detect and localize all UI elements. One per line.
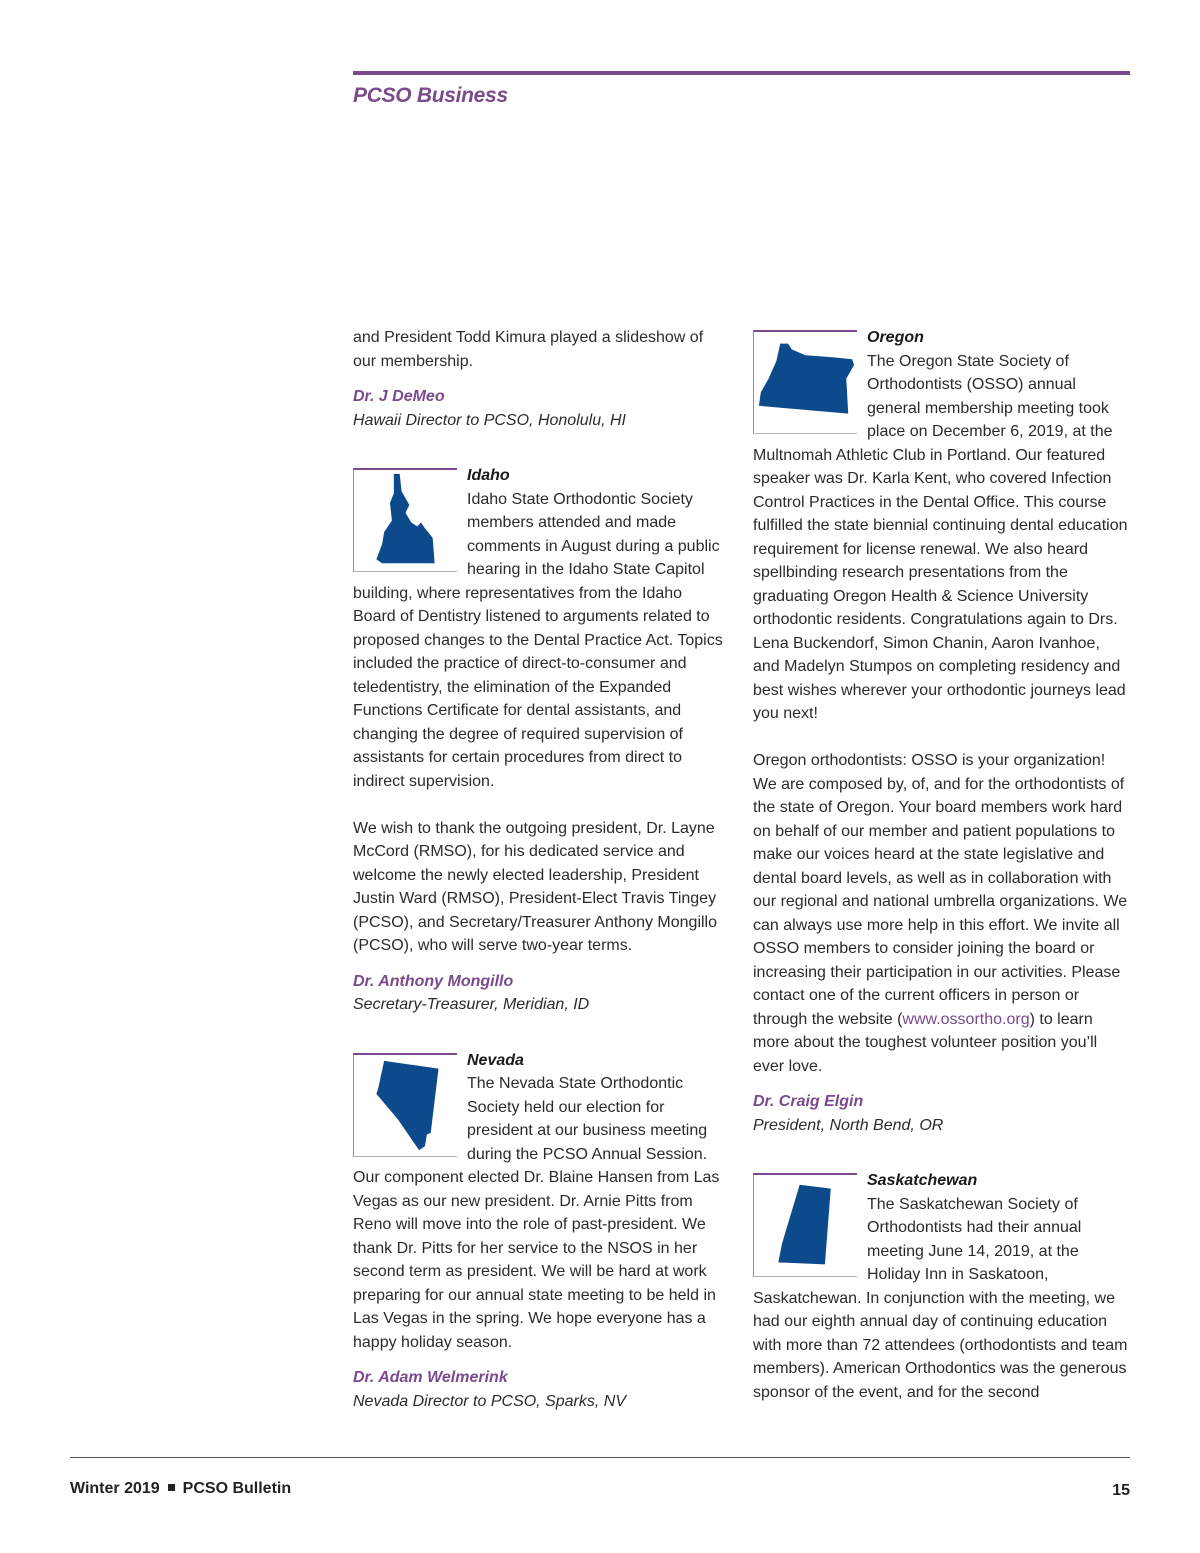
nevada-state-map-icon — [353, 1053, 457, 1157]
nevada-heading: Nevada — [467, 1051, 524, 1069]
nevada-paragraph-1: The Nevada State Orthodontic Society held our election for president at our business meeting during the PCSO Annual Session. Our component elected Dr. Blaine Hansen from Las Vegas as our new president. Dr. Arnie Pitts from Reno will move into the role of past-president. We thank Dr. Pitts for her service to the NSOS in her second term as president. We will be hard at work preparing for our annual state meeting to be held in Las Vegas in the spring. We hope everyone has a happy holiday season. — [353, 1075, 720, 1351]
idaho-paragraph-2: We wish to thank the outgoing president, Dr. Layne McCord (RMSO), for his dedicated service and welcome the newly elected leadership, President Justin Ward (RMSO), President-Elect Travis Tingey (PCSO), and Secretary/Treasurer Anthony Mongillo (PCSO), who will serve two-year terms. — [353, 819, 718, 954]
left-column — [353, 326, 729, 1413]
oregon-state-map-icon — [753, 330, 857, 434]
oregon-heading: Oregon — [867, 329, 924, 346]
saskatchewan-report — [753, 1169, 1129, 1404]
saskatchewan-province-map-icon — [753, 1173, 857, 1277]
idaho-state-map-icon — [353, 468, 457, 572]
hawaii-report-tail: and President Todd Kimura played a slideshow of our membership. — [353, 329, 704, 370]
oregon-report — [753, 326, 1129, 1137]
idaho-paragraph-1: Idaho State Orthodontic Society members attended and made comments in August during a public hearing in the Idaho State Capitol building, where representatives from the Idaho Board of Dentistry listened to arguments related to proposed changes to the Dental Practice Act. Topics included the practice of direct-to-consumer and teledentistry, the elimination of the Expanded Functions Certificate for dental assistants, and changing the degree of required supervision of assistants for certain procedures from direct to indirect supervision. — [353, 490, 723, 790]
saskatchewan-heading: Saskatchewan — [867, 1172, 978, 1189]
idaho-heading: Idaho — [467, 467, 510, 484]
oregon-signature-title: President, North Bend, OR — [753, 1116, 944, 1134]
nevada-signature-name: Dr. Adam Welmerink — [353, 1369, 508, 1386]
footer-publication: PCSO Bulletin — [182, 1480, 292, 1497]
footer-rule — [70, 1457, 1130, 1458]
oregon-paragraph-2 — [753, 749, 1129, 1078]
footer-issue: Winter 2019 — [70, 1480, 160, 1497]
right-column — [753, 326, 1129, 1404]
nevada-report — [353, 1049, 729, 1414]
header-rule — [353, 71, 1130, 75]
oregon-paragraph-2-start: Oregon orthodontists: OSSO is your organization! We are composed by, of, and for the orthodontists of the state of Oregon. Your board members work hard on behalf of our member and patient populations to make our voices heard at the state legislative and dental board levels, as well as in collaboration with our regional and national umbrella organizations. We can always use more help in this effort. We invite all OSSO members to consider joining the board or increasing their participation in our activities. Please contact one of the current officers in person or through the website ( — [753, 752, 1128, 1028]
footer-issue-line — [70, 1480, 291, 1498]
section-title: PCSO Business — [353, 84, 508, 107]
hawaii-signature-name: Dr. J DeMeo — [353, 388, 445, 405]
saskatchewan-paragraph-1: The Saskatchewan Society of Orthodontists had their annual meeting June 14, 2019, at the Holiday Inn in Saskatoon, Saskatchewan. In conjunction with the meeting, we had our eighth annual day of continuing education with more than 72 attendees (orthodontists and team members). American Orthodontics was the generous sponsor of the event, and for the second — [753, 1195, 1128, 1401]
idaho-signature-title: Secretary-Treasurer, Meridian, ID — [353, 996, 590, 1013]
ossortho-website-link[interactable]: www.ossortho.org — [902, 1010, 1030, 1028]
oregon-paragraph-2-end: ) to learn more about the toughest volunteer position you’ll ever love. — [753, 1010, 1098, 1075]
page-number: 15 — [1112, 1482, 1130, 1499]
hawaii-signature-title: Hawaii Director to PCSO, Honolulu, HI — [353, 411, 626, 429]
oregon-paragraph-1: The Oregon State Society of Orthodontists (OSSO) annual general membership meeting took place on December 6, 2019, at the Multnomah Athletic Club in Portland. Our featured speaker was Dr. Karla Kent, who covered Infection Control Practices in the Dental Office. This course fulfilled the state biennial continuing dental education requirement for license renewal. We also heard spellbinding research presentations from the graduating Oregon Health & Science University orthodontic residents. Congratulations again to Drs. Lena Buckendorf, Simon Chanin, Aaron Ivanhoe, and Madelyn Stumpos on completing residency and best wishes wherever your orthodontic journeys lead you next! — [753, 352, 1128, 722]
oregon-signature-name: Dr. Craig Elgin — [753, 1093, 864, 1110]
idaho-signature-name: Dr. Anthony Mongillo — [353, 972, 514, 990]
idaho-report — [353, 464, 729, 1017]
nevada-signature-title: Nevada Director to PCSO, Sparks, NV — [353, 1392, 626, 1410]
square-bullet-icon — [168, 1484, 175, 1491]
